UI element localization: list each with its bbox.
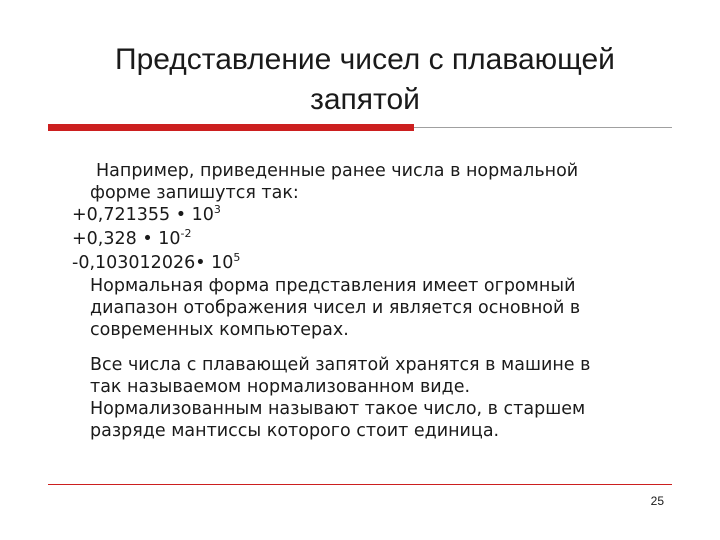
number-1-mantissa: +0,721355 • 10	[72, 205, 214, 225]
page-number: 25	[650, 494, 664, 508]
paragraph1-line-2: форме запишутся так:	[90, 183, 299, 203]
paragraph2-line-1: Нормальная форма представления имеет огромный	[90, 276, 576, 296]
slide-title	[60, 40, 670, 120]
paragraph1-line-1: Например, приведенные ранее числа в нормальной	[96, 161, 579, 181]
number-3-exponent: 5	[233, 251, 241, 264]
number-example-1	[72, 204, 221, 228]
number-example-3	[72, 252, 240, 276]
number-2-exponent: -2	[180, 227, 192, 240]
number-1-exponent: 3	[213, 203, 221, 216]
paragraph2-line-3: современных компьютерах.	[90, 320, 349, 340]
footer-rule	[48, 484, 672, 485]
paragraph3-line-1: Все числа с плавающей запятой хранятся в машине в	[90, 355, 591, 375]
paragraph2-line-2: диапазон отображения чисел и является основной в	[90, 298, 581, 318]
paragraph3-line-2: так называемом нормализованном виде.	[90, 377, 471, 397]
number-2-mantissa: +0,328 • 10	[72, 229, 181, 249]
number-3-mantissa: -0,103012026• 10	[72, 253, 234, 273]
title-line-1: Представление чисел с плавающей	[115, 43, 615, 76]
title-underline-gray	[414, 127, 672, 128]
number-example-2	[72, 228, 191, 252]
paragraph3-line-3: Нормализованным называют такое число, в старшем	[90, 399, 586, 419]
title-line-2: запятой	[310, 83, 420, 116]
title-underline-red	[48, 124, 414, 131]
paragraph3-line-4: разряде мантиссы которого стоит единица.	[90, 421, 500, 441]
